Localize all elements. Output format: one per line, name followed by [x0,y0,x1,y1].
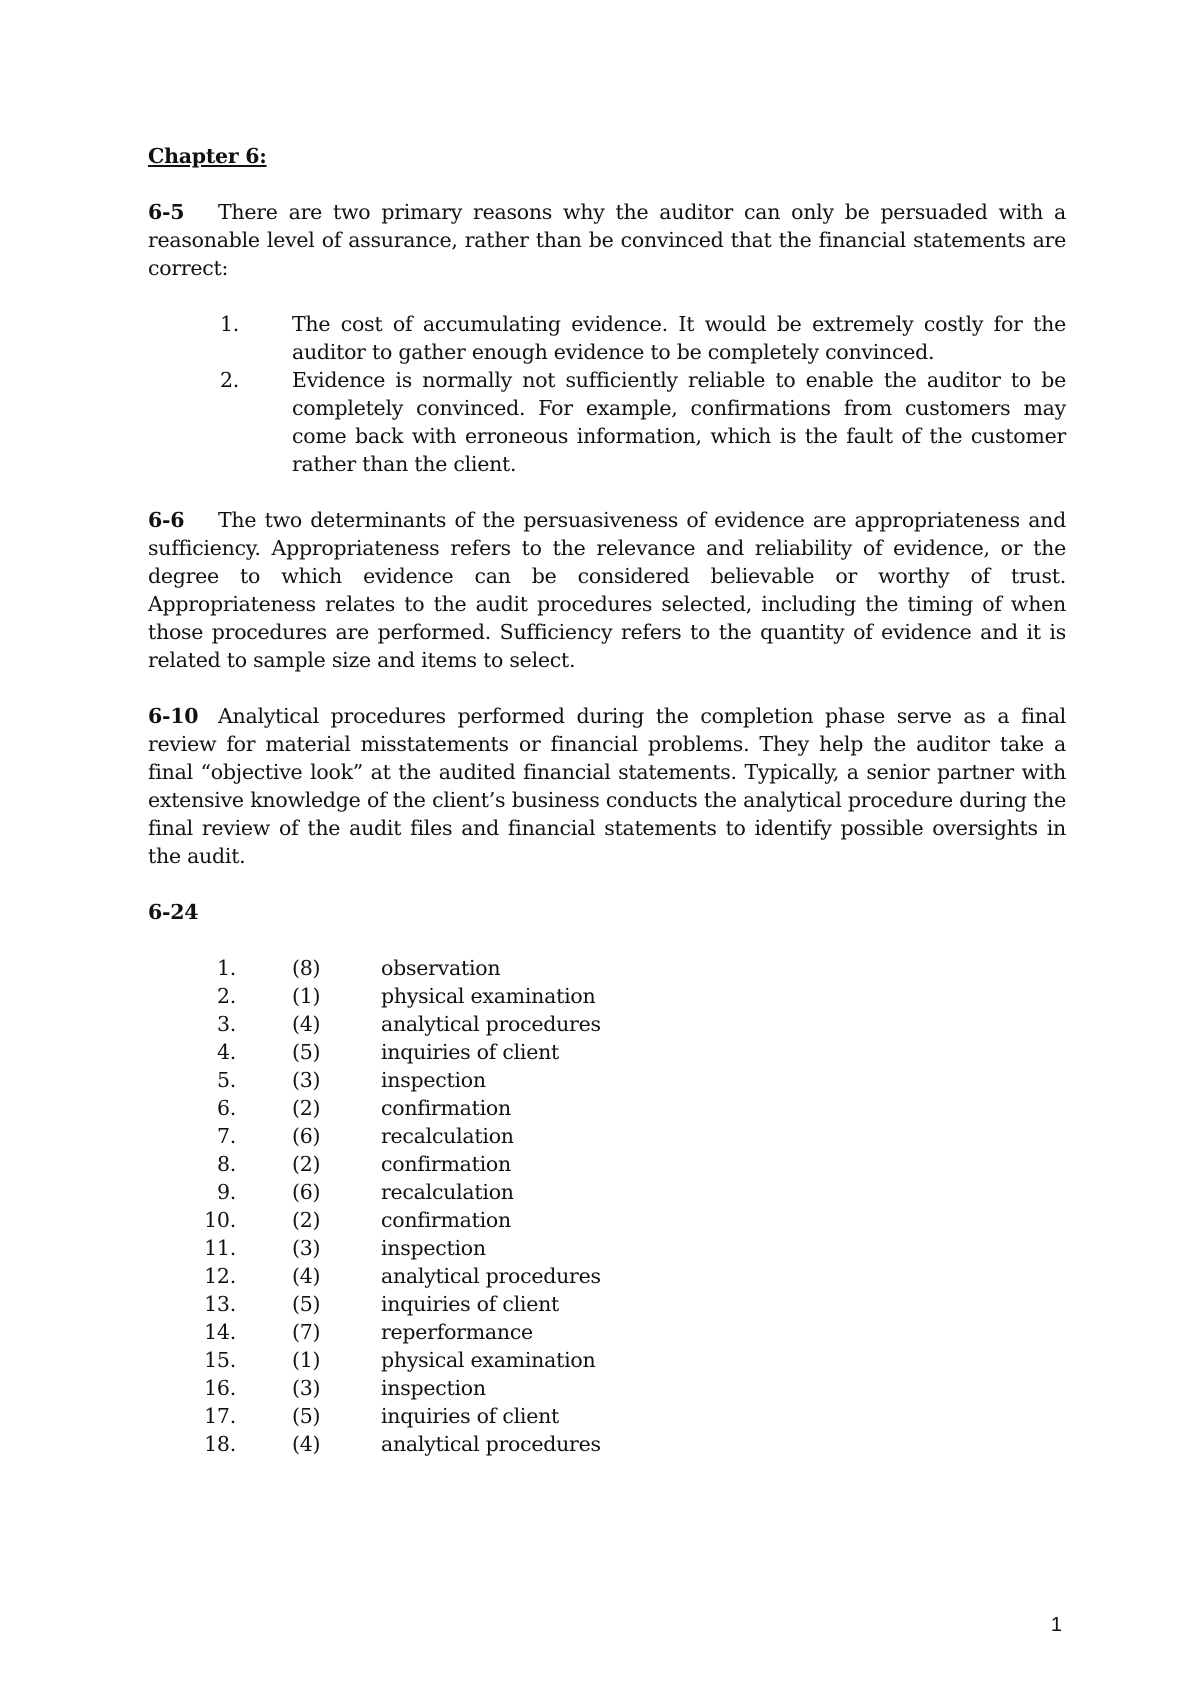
answer-code: (3) [292,1376,321,1400]
list-item-number: 1. [220,312,240,336]
answer-code: (1) [292,1348,321,1372]
question-6-6-text: The two determinants of the persuasiveness of evidence are appropriateness and sufficiency. Appropriateness refers to the relevance and reliability of evidence, or the degree to which evidence can be considered believable or worthy of trust. Appropriateness relates to the audit procedures selected, including the timing of when those procedures are performed. Sufficiency refers to the quantity of evidence and it is related to sample size and items to select. [148,508,1066,672]
answer-number: 13. [204,1292,236,1316]
answer-code: (7) [292,1320,321,1344]
list-item [148,366,1066,478]
answer-row [148,954,1066,982]
answer-text: inquiries of client [381,1040,560,1064]
answer-number: 15. [204,1348,236,1372]
list-item [148,310,1066,366]
chapter-title: Chapter 6: [148,144,267,168]
answer-number: 8. [216,1152,236,1176]
answer-code: (6) [292,1124,321,1148]
answer-text: physical examination [381,984,596,1008]
answer-row [148,1150,1066,1178]
answer-text: inspection [381,1236,486,1260]
answer-number: 12. [204,1264,236,1288]
answer-row [148,1122,1066,1150]
answer-number: 1. [216,956,236,980]
answer-text: recalculation [381,1180,514,1204]
question-6-5-intro [148,198,1066,282]
question-6-5-text: There are two primary reasons why the auditor can only be persuaded with a reasonable level of assurance, rather than be convinced that the financial statements are correct: [148,200,1066,280]
answer-row [148,1430,1066,1458]
answer-code: (3) [292,1068,321,1092]
answer-code: (6) [292,1180,321,1204]
answer-code: (5) [292,1292,321,1316]
answer-code: (1) [292,984,321,1008]
answer-code: (4) [292,1264,321,1288]
answer-row [148,1178,1066,1206]
page-content [148,142,1066,1458]
answer-number: 4. [216,1040,236,1064]
answer-code: (2) [292,1096,321,1120]
answer-text: recalculation [381,1124,514,1148]
answer-row [148,1374,1066,1402]
answer-row [148,1346,1066,1374]
answer-number: 6. [216,1096,236,1120]
list-item-text: The cost of accumulating evidence. It would be extremely costly for the auditor to gather enough evidence to be completely convinced. [292,312,1066,364]
question-6-24-answers [148,954,1066,1458]
answer-text: inquiries of client [381,1292,560,1316]
answer-number: 10. [204,1208,236,1232]
question-6-10-label: 6-10 [148,704,199,728]
answer-row [148,1066,1066,1094]
answer-text: inspection [381,1376,486,1400]
answer-text: analytical procedures [381,1264,601,1288]
answer-code: (5) [292,1040,321,1064]
answer-code: (2) [292,1152,321,1176]
question-6-5-reasons [148,310,1066,478]
answer-text: observation [381,956,501,980]
answer-code: (2) [292,1208,321,1232]
answer-text: inquiries of client [381,1404,560,1428]
answer-code: (3) [292,1236,321,1260]
answer-number: 7. [216,1124,236,1148]
answer-row [148,1290,1066,1318]
list-item-number: 2. [220,368,240,392]
answer-text: confirmation [381,1152,511,1176]
answer-number: 9. [216,1180,236,1204]
answer-text: inspection [381,1068,486,1092]
answer-text: analytical procedures [381,1012,601,1036]
question-6-24-label: 6-24 [148,900,199,924]
answer-code: (4) [292,1432,321,1456]
answer-number: 2. [216,984,236,1008]
question-6-10-text: Analytical procedures performed during the completion phase serve as a final review for material misstatements or financial problems. They help the auditor take a final “objective look” at the audited financial statements. Typically, a senior partner with extensive knowledge of the client’s business conducts the analytical procedure during the final review of the audit files and financial statements to identify possible oversights in the audit. [148,704,1066,868]
answer-number: 3. [216,1012,236,1036]
answer-row [148,1206,1066,1234]
answer-text: confirmation [381,1208,511,1232]
answer-number: 18. [204,1432,236,1456]
answer-row [148,1094,1066,1122]
question-6-6-label: 6-6 [148,508,185,532]
question-6-6 [148,506,1066,674]
answer-code: (5) [292,1404,321,1428]
answer-text: reperformance [381,1320,533,1344]
answer-text: confirmation [381,1096,511,1120]
answer-text: physical examination [381,1348,596,1372]
answer-number: 11. [204,1236,236,1260]
list-item-text: Evidence is normally not sufficiently reliable to enable the auditor to be completely convinced. For example, confirmations from customers may come back with erroneous information, which is the fault of the customer rather than the client. [292,368,1066,476]
answer-number: 17. [204,1404,236,1428]
answer-code: (4) [292,1012,321,1036]
answer-text: analytical procedures [381,1432,601,1456]
answer-number: 16. [204,1376,236,1400]
answer-row [148,1318,1066,1346]
answer-number: 5. [216,1068,236,1092]
answer-row [148,982,1066,1010]
page-number: 1 [1050,1614,1062,1636]
answer-number: 14. [204,1320,236,1344]
answer-code: (8) [292,956,321,980]
answer-row [148,1262,1066,1290]
answer-row [148,1234,1066,1262]
answer-row [148,1010,1066,1038]
answer-row [148,1038,1066,1066]
question-6-10 [148,702,1066,870]
answer-row [148,1402,1066,1430]
question-6-5-label: 6-5 [148,200,185,224]
